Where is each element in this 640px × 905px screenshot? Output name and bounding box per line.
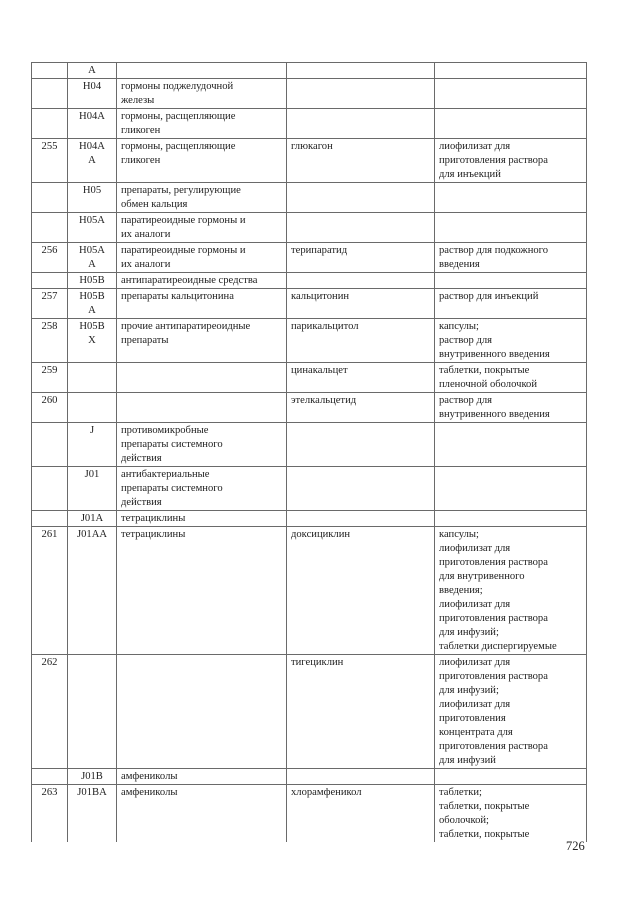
dosage-form-cell: лиофилизат для приготовления раствора для инъекций (435, 139, 587, 183)
dosage-form-cell: капсулы; раствор для внутривенного введения (435, 319, 587, 363)
atc-code-cell: H05A A (68, 243, 117, 273)
row-number-cell (32, 467, 68, 511)
atc-code-cell: H05B (68, 273, 117, 289)
table-row (32, 243, 587, 273)
dosage-form-cell: раствор для внутривенного введения (435, 393, 587, 423)
row-number-cell: 262 (32, 655, 68, 769)
row-number-cell (32, 109, 68, 139)
drug-name-cell: хлорамфеникол (287, 785, 435, 843)
atc-code-cell (68, 655, 117, 769)
atc-code-cell: H05B A (68, 289, 117, 319)
row-number-cell (32, 79, 68, 109)
drug-name-cell: терипаратид (287, 243, 435, 273)
row-number-cell: 259 (32, 363, 68, 393)
table-row (32, 139, 587, 183)
drug-table (31, 62, 587, 842)
table-row (32, 423, 587, 467)
drug-name-cell: этелкальцетид (287, 393, 435, 423)
row-number-cell (32, 63, 68, 79)
dosage-form-cell (435, 511, 587, 527)
drug-name-cell (287, 467, 435, 511)
table-row (32, 109, 587, 139)
table-row (32, 655, 587, 769)
table-row (32, 527, 587, 655)
atc-name-cell: противомикробные препараты системного действия (117, 423, 287, 467)
atc-code-cell: J01B (68, 769, 117, 785)
table-row (32, 467, 587, 511)
row-number-cell: 258 (32, 319, 68, 363)
atc-name-cell (117, 393, 287, 423)
atc-name-cell: гормоны, расщепляющие гликоген (117, 109, 287, 139)
table-row (32, 785, 587, 843)
atc-code-cell: H05A (68, 213, 117, 243)
drug-table-body (32, 63, 587, 843)
atc-code-cell: H04A A (68, 139, 117, 183)
atc-name-cell: амфениколы (117, 785, 287, 843)
table-row (32, 79, 587, 109)
drug-name-cell (287, 423, 435, 467)
atc-name-cell (117, 63, 287, 79)
dosage-form-cell: раствор для подкожного введения (435, 243, 587, 273)
dosage-form-cell: таблетки, покрытые пленочной оболочкой (435, 363, 587, 393)
drug-name-cell: кальцитонин (287, 289, 435, 319)
drug-name-cell (287, 213, 435, 243)
drug-name-cell (287, 109, 435, 139)
atc-code-cell: A (68, 63, 117, 79)
atc-code-cell (68, 363, 117, 393)
table-row (32, 289, 587, 319)
dosage-form-cell: капсулы; лиофилизат для приготовления раствора для внутривенного введения; лиофилизат для приготовления раствора для инфузий; таблетки диспергируемые (435, 527, 587, 655)
table-row (32, 319, 587, 363)
atc-code-cell: H04 (68, 79, 117, 109)
table-row (32, 393, 587, 423)
table-row (32, 769, 587, 785)
drug-name-cell (287, 769, 435, 785)
atc-code-cell: J01A (68, 511, 117, 527)
atc-name-cell: паратиреоидные гормоны и их аналоги (117, 243, 287, 273)
drug-name-cell: тигециклин (287, 655, 435, 769)
atc-name-cell: антипаратиреоидные средства (117, 273, 287, 289)
dosage-form-cell: таблетки; таблетки, покрытые оболочкой; таблетки, покрытые (435, 785, 587, 843)
drug-name-cell (287, 183, 435, 213)
table-row (32, 273, 587, 289)
table-row (32, 183, 587, 213)
atc-name-cell: гормоны поджелудочной железы (117, 79, 287, 109)
row-number-cell (32, 423, 68, 467)
drug-name-cell (287, 511, 435, 527)
row-number-cell (32, 213, 68, 243)
row-number-cell: 256 (32, 243, 68, 273)
atc-code-cell: J01AA (68, 527, 117, 655)
dosage-form-cell: лиофилизат для приготовления раствора для инфузий; лиофилизат для приготовления концентрата для приготовления раствора для инфузий (435, 655, 587, 769)
row-number-cell: 261 (32, 527, 68, 655)
atc-code-cell: J (68, 423, 117, 467)
dosage-form-cell (435, 109, 587, 139)
row-number-cell: 263 (32, 785, 68, 843)
drug-name-cell: глюкагон (287, 139, 435, 183)
dosage-form-cell (435, 183, 587, 213)
row-number-cell (32, 273, 68, 289)
atc-name-cell: паратиреоидные гормоны и их аналоги (117, 213, 287, 243)
dosage-form-cell (435, 63, 587, 79)
table-row (32, 363, 587, 393)
row-number-cell: 257 (32, 289, 68, 319)
row-number-cell (32, 183, 68, 213)
drug-name-cell (287, 63, 435, 79)
atc-code-cell: J01BA (68, 785, 117, 843)
row-number-cell (32, 769, 68, 785)
drug-name-cell: парикальцитол (287, 319, 435, 363)
atc-name-cell: тетрациклины (117, 511, 287, 527)
row-number-cell: 260 (32, 393, 68, 423)
atc-name-cell: препараты кальцитонина (117, 289, 287, 319)
row-number-cell (32, 511, 68, 527)
dosage-form-cell (435, 769, 587, 785)
atc-name-cell: тетрациклины (117, 527, 287, 655)
atc-code-cell: J01 (68, 467, 117, 511)
atc-code-cell: H05B X (68, 319, 117, 363)
row-number-cell: 255 (32, 139, 68, 183)
dosage-form-cell (435, 423, 587, 467)
atc-code-cell: H04A (68, 109, 117, 139)
table-row (32, 213, 587, 243)
drug-name-cell: доксициклин (287, 527, 435, 655)
table-row (32, 511, 587, 527)
table-row (32, 63, 587, 79)
dosage-form-cell (435, 467, 587, 511)
atc-name-cell: амфениколы (117, 769, 287, 785)
atc-name-cell: гормоны, расщепляющие гликоген (117, 139, 287, 183)
atc-name-cell: антибактериальные препараты системного действия (117, 467, 287, 511)
atc-name-cell: прочие антипаратиреоидные препараты (117, 319, 287, 363)
atc-code-cell: H05 (68, 183, 117, 213)
atc-code-cell (68, 393, 117, 423)
drug-name-cell (287, 79, 435, 109)
page-number: 726 (566, 839, 585, 853)
dosage-form-cell: раствор для инъекций (435, 289, 587, 319)
drug-name-cell: цинакальцет (287, 363, 435, 393)
atc-name-cell: препараты, регулирующие обмен кальция (117, 183, 287, 213)
atc-name-cell (117, 363, 287, 393)
dosage-form-cell (435, 79, 587, 109)
dosage-form-cell (435, 213, 587, 243)
atc-name-cell (117, 655, 287, 769)
dosage-form-cell (435, 273, 587, 289)
drug-name-cell (287, 273, 435, 289)
